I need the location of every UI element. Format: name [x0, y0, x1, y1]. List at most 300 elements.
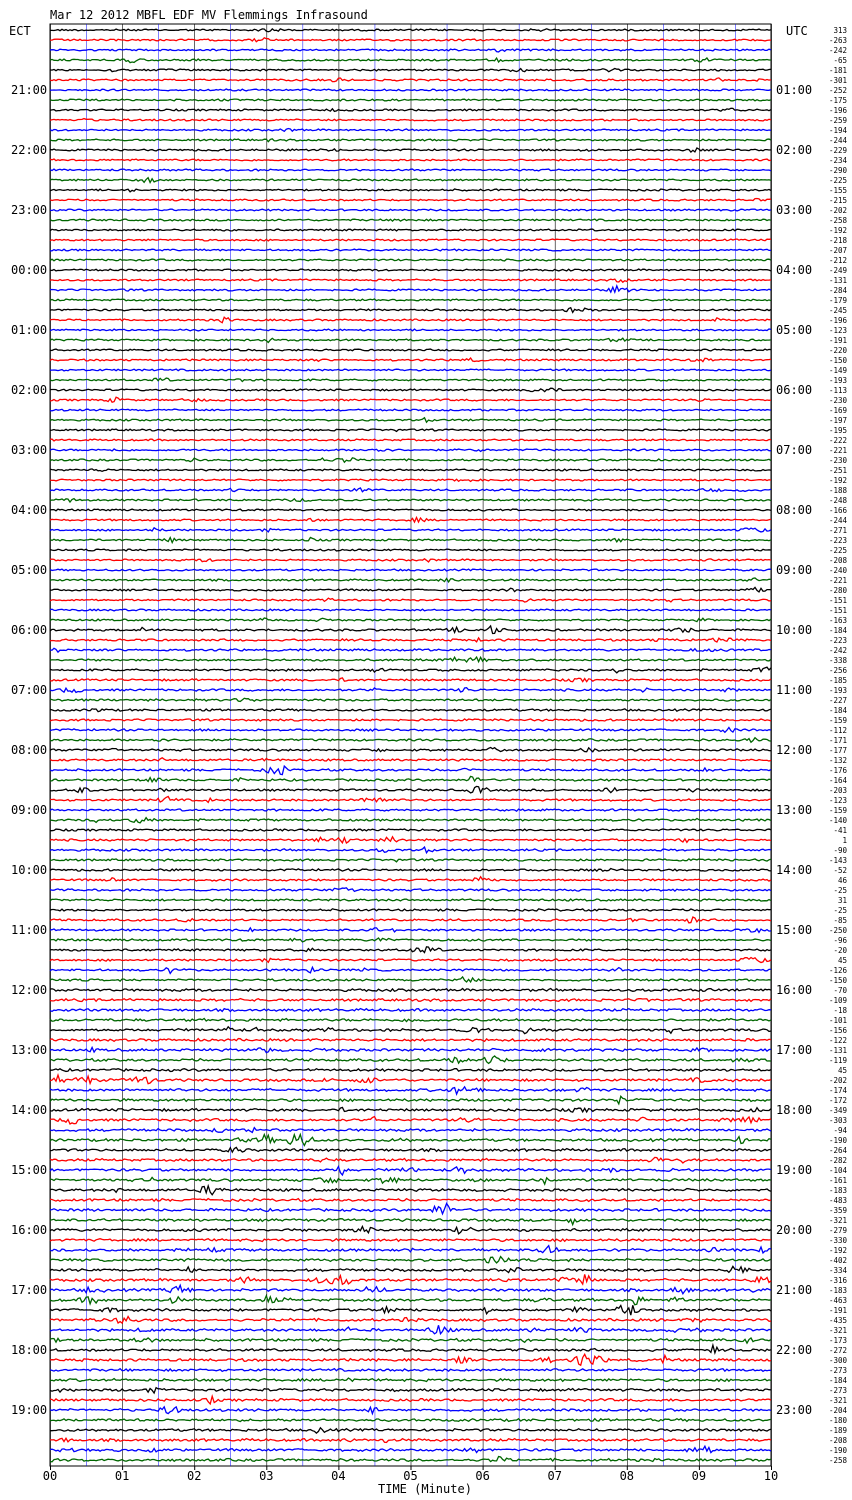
trace-offset-label: -173 [828, 1336, 847, 1345]
trace-offset-label: -402 [828, 1256, 847, 1265]
right-time-label: 20:00 [776, 1223, 813, 1237]
trace-line [50, 1407, 771, 1414]
trace-line [50, 578, 771, 582]
trace-offset-label: -156 [828, 1026, 847, 1035]
trace-line [50, 317, 771, 323]
trace-line [50, 518, 771, 523]
trace-offset-label: -225 [828, 546, 847, 555]
trace-line [50, 847, 771, 853]
trace-offset-label: -196 [828, 316, 847, 325]
trace-line [50, 1325, 771, 1334]
trace-line [50, 1345, 771, 1353]
left-time-label: 23:00 [11, 203, 48, 217]
trace-offset-label: -264 [828, 1146, 847, 1155]
trace-offset-label: -193 [828, 376, 847, 385]
trace-line [50, 1128, 771, 1133]
trace-offset-label: -161 [828, 1176, 847, 1185]
trace-line [50, 279, 771, 282]
left-time-label: 17:00 [11, 1283, 48, 1297]
trace-offset-label: -230 [828, 456, 847, 465]
trace-line [50, 938, 771, 942]
left-time-label: 13:00 [11, 1043, 48, 1057]
trace-offset-label: -215 [828, 196, 847, 205]
trace-offset-label: -180 [828, 1416, 847, 1425]
left-time-label: 05:00 [11, 563, 48, 577]
trace-line [50, 349, 771, 351]
trace-offset-label: -163 [828, 616, 847, 625]
trace-offset-label: -169 [828, 406, 847, 415]
trace-line [50, 1039, 771, 1042]
trace-offset-label: -252 [828, 86, 847, 95]
trace-line [50, 648, 771, 652]
trace-offset-label: -230 [828, 396, 847, 405]
trace-offset-label: -184 [828, 706, 847, 715]
trace-line [50, 1048, 771, 1053]
trace-line [50, 569, 771, 571]
right-time-label: 21:00 [776, 1283, 813, 1297]
trace-offset-label: -221 [828, 446, 847, 455]
trace-offset-label: -25 [833, 906, 847, 915]
trace-offset-label: -208 [828, 556, 847, 565]
trace-offset-label: 45 [837, 1066, 847, 1075]
trace-offset-label: -225 [828, 176, 847, 185]
right-time-label: 19:00 [776, 1163, 813, 1177]
trace-offset-label: -197 [828, 416, 847, 425]
trace-offset-label: -234 [828, 156, 847, 165]
trace-line [50, 1419, 771, 1422]
right-timezone-label: UTC [786, 24, 808, 38]
trace-line [50, 859, 771, 862]
trace-line [50, 1274, 771, 1284]
trace-line [50, 1227, 771, 1234]
trace-offset-label: -229 [828, 146, 847, 155]
trace-line [50, 1246, 771, 1253]
trace-line [50, 947, 771, 953]
trace-offset-label: -273 [828, 1366, 847, 1375]
trace-line [50, 388, 771, 391]
trace-line [50, 1285, 771, 1293]
trace-line [50, 1167, 771, 1175]
trace-line [50, 1428, 771, 1433]
trace-line [50, 989, 771, 992]
trace-line [50, 1157, 771, 1163]
trace-line [50, 329, 771, 331]
trace-offset-label: -122 [828, 1036, 847, 1045]
right-time-label: 03:00 [776, 203, 813, 217]
trace-offset-label: 45 [837, 956, 847, 965]
trace-offset-label: -112 [828, 726, 847, 735]
trace-line [50, 837, 771, 843]
trace-offset-label: -96 [833, 936, 847, 945]
trace-line [50, 249, 771, 251]
trace-offset-label: -109 [828, 996, 847, 1005]
trace-offset-label: -258 [828, 1456, 847, 1465]
trace-line [50, 899, 771, 901]
trace-offset-label: -321 [828, 1216, 847, 1225]
trace-line [50, 49, 771, 52]
left-time-label: 19:00 [11, 1403, 48, 1417]
trace-line [50, 418, 771, 423]
trace-offset-label: -101 [828, 1016, 847, 1025]
trace-line [50, 698, 771, 701]
left-time-label: 15:00 [11, 1163, 48, 1177]
trace-line [50, 358, 771, 362]
trace-line [50, 587, 771, 592]
trace-line [50, 797, 771, 803]
trace-offset-label: -330 [828, 1236, 847, 1245]
left-time-label: 08:00 [11, 743, 48, 757]
trace-line [50, 1239, 771, 1242]
trace-offset-label: -126 [828, 966, 847, 975]
trace-offset-label: -131 [828, 1046, 847, 1055]
trace-offset-label: -271 [828, 526, 847, 535]
trace-offset-label: -190 [828, 1446, 847, 1455]
trace-offset-label: -349 [828, 1106, 847, 1115]
trace-line [50, 829, 771, 831]
trace-line [50, 308, 771, 313]
trace-line [50, 1354, 771, 1365]
trace-offset-label: -250 [828, 926, 847, 935]
trace-line [50, 458, 771, 462]
x-tick-label: 01 [114, 1469, 130, 1483]
trace-line [50, 748, 771, 752]
trace-offset-label: -316 [828, 1276, 847, 1285]
left-time-label: 01:00 [11, 323, 48, 337]
trace-line [50, 178, 771, 183]
trace-offset-label: -25 [833, 886, 847, 895]
trace-offset-label: -280 [828, 586, 847, 595]
trace-line [50, 1107, 771, 1112]
trace-offset-label: -251 [828, 466, 847, 475]
trace-offset-label: -227 [828, 696, 847, 705]
trace-offset-label: 46 [837, 876, 847, 885]
trace-offset-label: -151 [828, 606, 847, 615]
trace-line [50, 678, 771, 682]
left-time-label: 06:00 [11, 623, 48, 637]
trace-line [50, 1203, 771, 1213]
trace-line [50, 776, 771, 781]
left-time-label: 03:00 [11, 443, 48, 457]
trace-offset-label: -202 [828, 206, 847, 215]
trace-line [50, 967, 771, 973]
trace-line [50, 129, 771, 132]
trace-line [50, 499, 771, 502]
trace-line [50, 977, 771, 982]
trace-line [50, 1117, 771, 1124]
trace-offset-label: -159 [828, 806, 847, 815]
left-time-label: 21:00 [11, 83, 48, 97]
trace-offset-label: -185 [828, 676, 847, 685]
x-tick-label: 02 [186, 1469, 202, 1483]
trace-line [50, 1388, 771, 1393]
trace-line [50, 1135, 771, 1146]
trace-line [50, 429, 771, 431]
trace-line [50, 108, 771, 111]
trace-line [50, 159, 771, 161]
trace-line [50, 29, 771, 32]
trace-offset-label: -192 [828, 476, 847, 485]
trace-line [50, 1096, 771, 1104]
trace-line [50, 1069, 771, 1072]
trace-line [50, 469, 771, 471]
left-time-label: 16:00 [11, 1223, 48, 1237]
trace-line [50, 1338, 771, 1343]
trace-line [50, 338, 771, 342]
trace-line [50, 269, 771, 271]
left-time-label: 14:00 [11, 1103, 48, 1117]
x-axis-label: TIME (Minute) [378, 1482, 472, 1496]
left-time-label: 00:00 [11, 263, 48, 277]
trace-offset-label: -192 [828, 226, 847, 235]
trace-offset-label: -131 [828, 276, 847, 285]
trace-line [50, 559, 771, 562]
trace-offset-label: -245 [828, 306, 847, 315]
trace-offset-label: -284 [828, 286, 847, 295]
trace-line [50, 809, 771, 811]
trace-line [50, 378, 771, 381]
trace-offset-label: -176 [828, 766, 847, 775]
trace-offset-label: -259 [828, 116, 847, 125]
trace-line [50, 299, 771, 301]
trace-line [50, 1087, 771, 1094]
trace-line [50, 1396, 771, 1404]
trace-line [50, 917, 771, 923]
trace-line [50, 509, 771, 511]
trace-offset-label: -132 [828, 756, 847, 765]
trace-offset-label: -177 [828, 746, 847, 755]
trace-offset-label: -279 [828, 1226, 847, 1235]
trace-offset-label: -184 [828, 1376, 847, 1385]
trace-line [50, 528, 771, 532]
trace-line [50, 189, 771, 192]
trace-line [50, 1446, 771, 1452]
left-time-label: 04:00 [11, 503, 48, 517]
trace-offset-label: -194 [828, 126, 847, 135]
trace-line [50, 869, 771, 872]
trace-line [50, 758, 771, 761]
trace-line [50, 958, 771, 963]
right-time-label: 14:00 [776, 863, 813, 877]
trace-offset-label: -359 [828, 1206, 847, 1215]
trace-offset-label: -240 [828, 566, 847, 575]
trace-line [50, 409, 771, 411]
trace-line [50, 38, 771, 42]
right-time-label: 17:00 [776, 1043, 813, 1057]
trace-line [50, 199, 771, 201]
trace-offset-label: -334 [828, 1266, 847, 1275]
trace-offset-label: -207 [828, 246, 847, 255]
x-tick-label: 03 [259, 1469, 274, 1483]
trace-line [50, 1147, 771, 1152]
trace-offset-label: -195 [828, 426, 847, 435]
right-time-label: 13:00 [776, 803, 813, 817]
trace-offset-label: -41 [833, 826, 847, 835]
trace-line [50, 148, 771, 152]
trace-offset-label: -273 [828, 1386, 847, 1395]
trace-offset-label: -18 [833, 1006, 847, 1015]
trace-offset-label: -166 [828, 506, 847, 515]
trace-offset-label: -164 [828, 776, 847, 785]
trace-offset-label: -183 [828, 1186, 847, 1195]
trace-line [50, 1075, 771, 1084]
trace-offset-label: -256 [828, 666, 847, 675]
trace-offset-label: -179 [828, 296, 847, 305]
trace-offset-label: -338 [828, 656, 847, 665]
trace-line [50, 618, 771, 622]
trace-offset-label: -191 [828, 336, 847, 345]
trace-offset-label: -321 [828, 1326, 847, 1335]
trace-line [50, 219, 771, 221]
trace-offset-label: -272 [828, 1346, 847, 1355]
trace-line [50, 657, 771, 662]
trace-line [50, 1296, 771, 1305]
trace-offset-label: -174 [828, 1086, 847, 1095]
trace-offset-label: -140 [828, 816, 847, 825]
trace-offset-label: -123 [828, 796, 847, 805]
right-time-label: 18:00 [776, 1103, 813, 1117]
trace-offset-label: -155 [828, 186, 847, 195]
trace-offset-label: -290 [828, 166, 847, 175]
trace-offset-label: -222 [828, 436, 847, 445]
x-tick-label: 00 [42, 1469, 58, 1483]
left-time-label: 11:00 [11, 923, 48, 937]
trace-line [50, 1257, 771, 1263]
trace-line [50, 488, 771, 492]
trace-offset-label: 31 [837, 896, 847, 905]
trace-line [50, 479, 771, 481]
trace-offset-label: -188 [828, 486, 847, 495]
trace-offset-label: -119 [828, 1056, 847, 1065]
trace-line [50, 239, 771, 241]
trace-line [50, 1186, 771, 1195]
trace-offset-label: -218 [828, 236, 847, 245]
trace-line [50, 738, 771, 743]
trace-offset-label: -52 [833, 866, 847, 875]
trace-offset-label: -65 [833, 56, 847, 65]
right-time-label: 02:00 [776, 143, 813, 157]
trace-line [50, 369, 771, 371]
right-time-label: 16:00 [776, 983, 813, 997]
trace-offset-label: -208 [828, 1436, 847, 1445]
trace-layer [50, 29, 771, 1462]
right-time-label: 22:00 [776, 1343, 813, 1357]
trace-line [50, 538, 771, 543]
right-time-label: 08:00 [776, 503, 813, 517]
trace-line [50, 638, 771, 642]
x-tick-label: 06 [475, 1469, 490, 1483]
x-tick-label: 05 [403, 1469, 418, 1483]
x-tick-label: 09 [691, 1469, 707, 1483]
trace-offset-label: -282 [828, 1156, 847, 1165]
trace-offset-label: -149 [828, 366, 847, 375]
trace-offset-label: -150 [828, 356, 847, 365]
trace-line [50, 626, 771, 634]
trace-offset-label: -203 [828, 786, 847, 795]
trace-line [50, 598, 771, 602]
right-time-label: 05:00 [776, 323, 813, 337]
trace-offset-label: -321 [828, 1396, 847, 1405]
right-time-label: 07:00 [776, 443, 813, 457]
trace-offset-label: -181 [828, 66, 847, 75]
trace-offset-label: -171 [828, 736, 847, 745]
trace-line [50, 1219, 771, 1225]
trace-offset-label: -303 [828, 1116, 847, 1125]
trace-offset-label: -204 [828, 1406, 847, 1415]
x-tick-label: 04 [331, 1469, 346, 1483]
trace-line [50, 99, 771, 101]
left-time-label: 02:00 [11, 383, 48, 397]
trace-offset-label: -196 [828, 106, 847, 115]
trace-line [50, 449, 771, 451]
trace-line [50, 1317, 771, 1324]
trace-line [50, 688, 771, 693]
trace-offset-label: -183 [828, 1286, 847, 1295]
trace-offset-label: -94 [833, 1126, 847, 1135]
trace-line [50, 397, 771, 402]
trace-offset-label: -172 [828, 1096, 847, 1105]
right-time-label: 15:00 [776, 923, 813, 937]
trace-line [50, 1027, 771, 1034]
trace-line [50, 1305, 771, 1315]
trace-line [50, 888, 771, 892]
left-time-label: 12:00 [11, 983, 48, 997]
right-time-label: 10:00 [776, 623, 813, 637]
trace-line [50, 909, 771, 911]
trace-line [50, 999, 771, 1002]
trace-line [50, 1438, 771, 1442]
trace-line [50, 58, 771, 63]
trace-line [50, 1056, 771, 1063]
trace-line [50, 1457, 771, 1462]
trace-line [50, 169, 771, 171]
trace-line [50, 667, 771, 673]
trace-offset-label: -223 [828, 636, 847, 645]
trace-offset-label: -221 [828, 576, 847, 585]
trace-line [50, 766, 771, 775]
right-time-label: 09:00 [776, 563, 813, 577]
trace-offset-label: -220 [828, 346, 847, 355]
trace-offset-label: -191 [828, 1306, 847, 1315]
x-tick-label: 08 [619, 1469, 635, 1483]
trace-line [50, 709, 771, 712]
trace-offset-label: -212 [828, 256, 847, 265]
right-time-label: 23:00 [776, 1403, 813, 1417]
trace-line [50, 1378, 771, 1381]
left-time-label: 07:00 [11, 683, 48, 697]
trace-offset-label: -248 [828, 496, 847, 505]
trace-line [50, 439, 771, 441]
trace-offset-label: -184 [828, 626, 847, 635]
x-tick-label: 07 [547, 1469, 562, 1483]
trace-offset-label: -189 [828, 1426, 847, 1435]
trace-offset-label: -244 [828, 136, 847, 145]
left-time-label: 10:00 [11, 863, 48, 877]
trace-line [50, 786, 771, 793]
trace-offset-label: -483 [828, 1196, 847, 1205]
trace-offset-label: -123 [828, 326, 847, 335]
trace-line [50, 78, 771, 82]
trace-offset-label: 1 [842, 836, 847, 845]
left-timezone-label: ECT [9, 24, 31, 38]
trace-offset-label: -463 [828, 1296, 847, 1305]
trace-offset-label: -175 [828, 96, 847, 105]
right-time-label: 11:00 [776, 683, 813, 697]
trace-offset-label: -113 [828, 386, 847, 395]
trace-offset-label: -435 [828, 1316, 847, 1325]
trace-offset-label: -202 [828, 1076, 847, 1085]
trace-offset-label: -159 [828, 716, 847, 725]
trace-offset-label: -223 [828, 536, 847, 545]
